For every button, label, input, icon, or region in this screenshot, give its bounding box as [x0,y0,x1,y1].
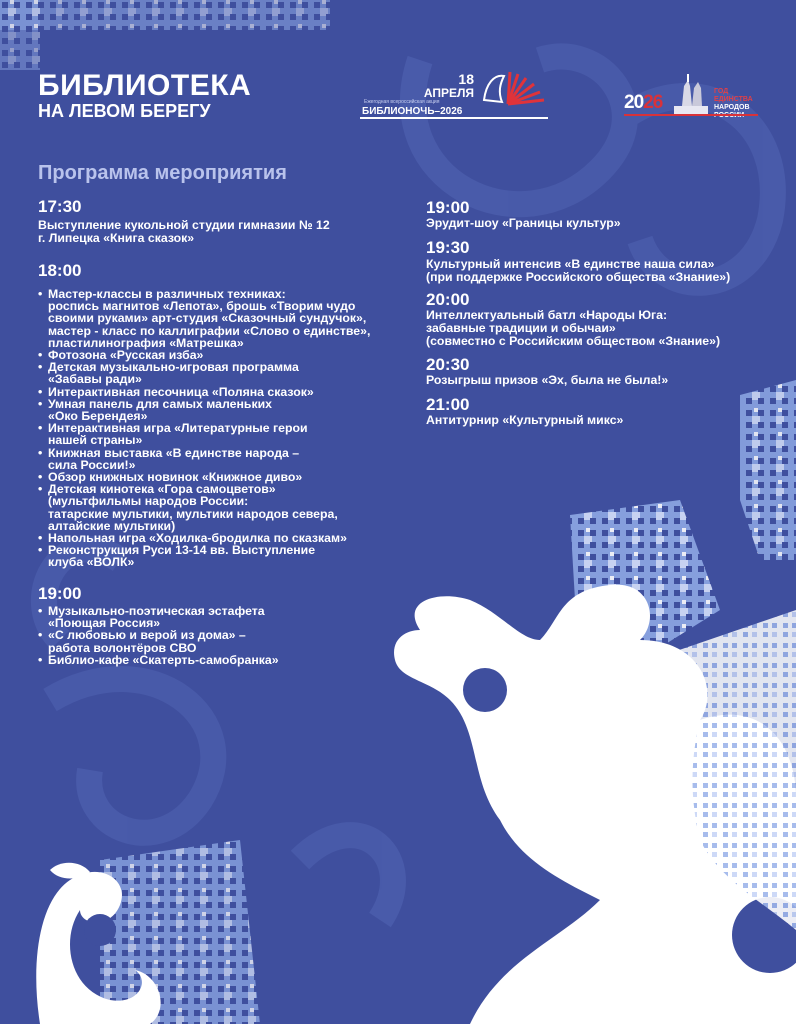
puppet-studio-text [38,219,330,245]
time-19-00-left: 19:00 [38,584,82,603]
biblionight-logo [360,68,550,120]
list-item: • Детская музыкально-игровая программа «Забавы ради» [38,361,398,385]
library-subtitle: НА ЛЕВОМ БЕРЕГУ [38,101,211,121]
time-18-00: 18:00 [38,261,82,280]
library-title: БИБЛИОТЕКА [38,69,252,102]
text-line: Интеллектуальный батл «Народы Юга: [426,308,668,322]
list-item: • Интерактивная игра «Литературные герои нашей страны» [38,422,398,446]
year-caption-line1: ГОД [714,88,729,95]
year-part-b: 26 [643,92,663,113]
year-caption-line3: НАРОДОВ [714,104,750,111]
list-item: • Интерактивная песочница «Поляна сказок» [38,386,398,398]
list-item: • Детская кинотека «Гора самоцветов» (мультфильмы народов России: татарские мультики, мультики народов севера, алтайские мультики) [38,483,398,532]
year-underline [624,114,758,116]
schedule-list-1800 [38,288,398,569]
list-item: • Умная панель для самых маленьких «Око Берендея» [38,398,398,422]
list-item: • Музыкально-поэтическая эстафета «Поющая Россия» [38,605,398,629]
time-17-30: 17:30 [38,197,82,216]
list-item: • Библио-кафе «Скатерть-самобранка» [38,654,398,666]
time-21-00: 21:00 [426,395,470,414]
time-20-30: 20:30 [426,355,470,374]
monument-icon [670,72,712,116]
year-of-unity-logo [624,72,764,124]
text-line: Розыгрыш призов «Эх, была не была!» [426,373,669,387]
list-item: • «С любовью и верой из дома» – работа волонтёров СВО [38,629,398,653]
cultural-intensive-text [426,258,730,284]
time-19-00-right: 19:00 [426,198,470,217]
text-line: Выступление кукольной студии гимназии № 12 [38,218,330,232]
biblionight-month: АПРЕЛЯ [423,86,474,100]
biblionight-caption: Ежегодная всероссийская акция [364,99,440,105]
time-19-30: 19:30 [426,238,470,257]
fan-book-icon [480,70,550,106]
list-item: • Обзор книжных новинок «Книжное диво» [38,471,398,483]
text-line: (совместно с Российским обществом «Знание») [426,334,721,348]
list-item: • Мастер-классы в различных техниках: роспись магнитов «Лепота», брошь «Творим чудо своими руками» арт-студия «Сказочный сундучок», мастер - класс по каллиграфии «Слово о единстве», пластилинография «Матрешка» [38,288,398,349]
text-line: забавные традиции и обычаи» [426,321,616,335]
list-item: • Книжная выставка «В единстве народа – сила России!» [38,447,398,471]
time-20-00: 20:00 [426,290,470,309]
biblionight-day: 18 [458,71,474,87]
biblionight-underline [360,117,548,119]
list-item: • Напольная игра «Ходилка-бродилка по сказкам» [38,532,398,544]
year-caption-line2: ЕДИНСТВА [714,96,753,103]
year-part-a: 20 [624,92,644,113]
anti-tournament-text [426,414,623,427]
intellectual-battle-text [426,309,720,348]
erudite-show-text [426,217,621,230]
list-item: • Реконструкция Руси 13-14 вв. Выступление клуба «ВОЛК» [38,544,398,568]
prize-draw-text [426,374,668,387]
text-line: Культурный интенсив «В единстве наша сила» [426,257,715,271]
biblionight-name: БИБЛИОНОЧЬ–2026 [362,106,463,117]
list-item: • Фотозона «Русская изба» [38,349,398,361]
text-line: г. Липецка «Книга сказок» [38,231,195,245]
text-line: Антитурнир «Культурный микс» [426,413,624,427]
program-title: Программа мероприятия [38,162,287,184]
text-line: Эрудит-шоу «Границы культур» [426,216,621,230]
year-number [624,92,662,114]
text-line: (при поддержке Российского общества «Знание») [426,270,731,284]
biblionight-date [402,72,474,100]
schedule-list-1900 [38,605,398,666]
